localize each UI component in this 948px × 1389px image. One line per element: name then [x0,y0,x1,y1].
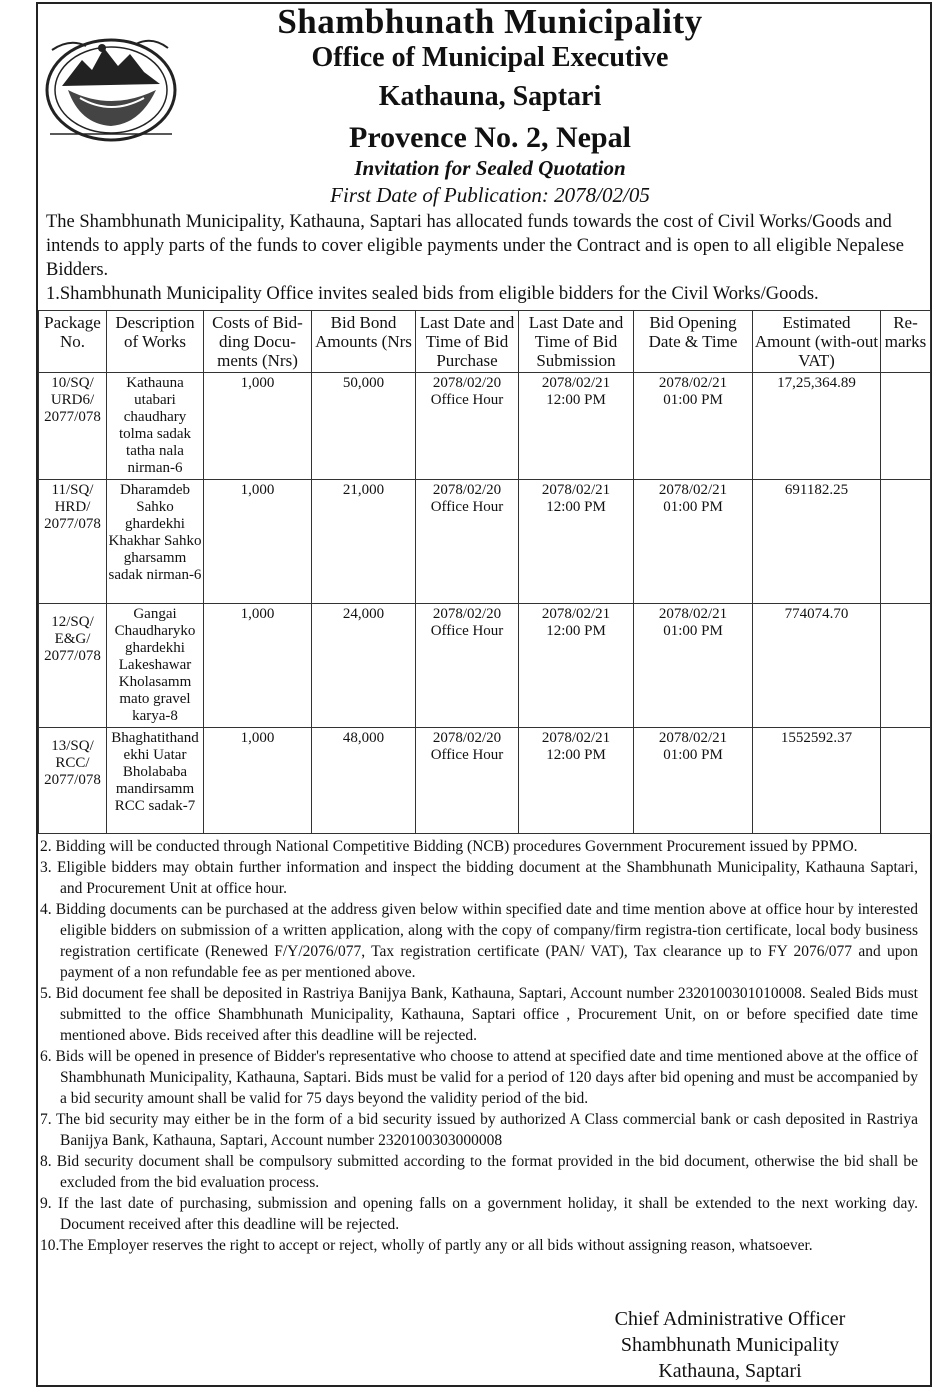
publication-date: First Date of Publication: 2078/02/05 [330,183,650,207]
purchase-date: 2078/02/20 [432,606,502,622]
submission-time: 12:00 PM [546,499,606,515]
municipality-title: Shambhunath Municipality [277,2,703,41]
intro-point-1: 1.Shambhunath Municipality Office invites sealed bids from eligible bidders for the Civil Works/Goods. [46,284,819,304]
remarks-cell [881,373,931,480]
opening-date: 2078/02/21 [658,730,728,746]
purchase-cell [416,480,519,604]
note-item: 7. The bid security may either be in the form of a bid security issued by authorized A Class commercial bank or cash deposited in Rastriya Banijya Bank, Kathauna, Saptari, Account number 2320100303000008 [40,1111,918,1149]
description-cell: Bhaghatithandekhi Uatar Bholababa mandirsamm RCC sadak-7 [107,728,204,834]
purchase-time: Office Hour [430,623,504,639]
purchase-time: Office Hour [430,747,504,763]
header-estimate: Estimated Amount (with-out VAT) [753,311,881,373]
opening-time: 01:00 PM [663,623,723,639]
estimate-cell: 1552592.37 [753,728,881,834]
submission-cell [519,480,634,604]
submission-cell [519,604,634,728]
submission-date: 2078/02/21 [541,375,611,391]
purchase-cell [416,373,519,480]
header-doc-cost: Costs of Bid-ding Docu-ments (Nrs) [204,311,312,373]
intro-paragraph: The Shambhunath Municipality, Kathauna, Saptari has allocated funds towards the cost of Civil Works/Goods and intends to apply parts of the funds to cover eligible payments under the Contract and is open to all eligible Nepalese Bidders. [46,212,904,280]
doc-cost-cell: 1,000 [204,373,312,480]
note-item: 2. Bidding will be conducted through National Competitive Bidding (NCB) procedures Government Procurement issued by PPMO. [40,838,858,855]
purchase-date: 2078/02/20 [432,730,502,746]
remarks-cell [881,604,931,728]
nepal-emblem-icon [40,26,182,148]
opening-time: 01:00 PM [663,392,723,408]
doc-cost-cell: 1,000 [204,480,312,604]
header-description: Description of Works [107,311,204,373]
office-title: Office of Municipal Executive [311,42,669,73]
signature-org: Shambhunath Municipality [620,1334,840,1356]
purchase-date: 2078/02/20 [432,482,502,498]
bid-bond-cell: 21,000 [312,480,416,604]
header-purchase: Last Date and Time of Bid Purchase [416,311,519,373]
estimate-cell: 774074.70 [753,604,881,728]
signature-title: Chief Administrative Officer [614,1308,846,1330]
signature-place: Kathauna, Saptari [658,1360,802,1382]
note-item: 8. Bid security document shall be compulsory submitted according to the format provided in the bid document, otherwise the bid shall be excluded from the bid evaluation process. [40,1153,918,1191]
remarks-cell [881,728,931,834]
opening-time: 01:00 PM [663,747,723,763]
table-row [39,604,931,728]
table-header-row [39,311,931,373]
purchase-time: Office Hour [430,392,504,408]
package-cell: 12/SQ/ E&G/ 2077/078 [39,604,107,728]
opening-cell [634,480,753,604]
opening-cell [634,728,753,834]
bid-bond-cell: 48,000 [312,728,416,834]
description-cell: Gangai Chaudharyko ghardekhi Lakeshawar Kholasamm mato gravel karya-8 [107,604,204,728]
opening-date: 2078/02/21 [658,375,728,391]
submission-time: 12:00 PM [546,623,606,639]
opening-date: 2078/02/21 [658,606,728,622]
opening-cell [634,373,753,480]
location-title: Kathauna, Saptari [378,81,602,112]
submission-cell [519,728,634,834]
doc-cost-cell: 1,000 [204,728,312,834]
estimate-cell: 17,25,364.89 [753,373,881,480]
submission-cell [519,373,634,480]
description-cell: Dharamdeb Sahko ghardekhi Khakhar Sahko gharsamm sadak nirman-6 [107,480,204,604]
remarks-cell [881,480,931,604]
note-item: 6. Bids will be opened in presence of Bidder's representative who choose to attend at specified date and time mentioned above at the office of Shambhunath Municipality, Kathauna, Saptari. Bids must be valid for a period of 120 days after bid opening and must be accompanied by a bid security amount shall be valid for 75 days beyond the validity period of the bid. [40,1048,918,1107]
header-submission: Last Date and Time of Bid Submission [519,311,634,373]
package-cell: 13/SQ/ RCC/ 2077/078 [39,728,107,834]
header-package: Package No. [39,311,107,373]
submission-date: 2078/02/21 [541,482,611,498]
header-remarks: Re-marks [881,311,931,373]
submission-time: 12:00 PM [546,392,606,408]
doc-cost-cell: 1,000 [204,604,312,728]
table-row [39,373,931,480]
note-item: 10.The Employer reserves the right to accept or reject, wholly of partly any or all bids without assigning reason, whatsoever. [40,1237,813,1254]
bid-table [38,310,931,834]
province-title: Provence No. 2, Nepal [349,121,631,154]
package-cell: 11/SQ/ HRD/ 2077/078 [39,480,107,604]
submission-date: 2078/02/21 [541,730,611,746]
opening-date: 2078/02/21 [658,482,728,498]
purchase-cell [416,728,519,834]
signature-block [560,1306,900,1384]
bid-bond-cell: 50,000 [312,373,416,480]
table-row [39,728,931,834]
table-row [39,480,931,604]
description-cell: Kathauna utabari chaudhary tolma sadak tatha nala nirman-6 [107,373,204,480]
bid-bond-cell: 24,000 [312,604,416,728]
note-item: 5. Bid document fee shall be deposited in Rastriya Banijya Bank, Kathauna, Saptari, Account number 2320100301010008. Sealed Bids must submitted to the office Shambhunath Municipality, Kathauna, Saptari office , Procurement Unit, on or before specified date time mentioned above. Bids received after this deadline will be rejected. [40,985,918,1044]
note-item: 3. Eligible bidders may obtain further information and inspect the bidding document at the Shambhunath Municipality, Kathauna Saptari, and Procurement Unit at office hour. [40,859,918,897]
notes-list [40,836,918,1256]
header-opening: Bid Opening Date & Time [634,311,753,373]
note-item: 9. If the last date of purchasing, submission and opening falls on a government holiday, it shall be extended to the next working day. Document received after this deadline will be rejected. [40,1195,918,1233]
purchase-time: Office Hour [430,499,504,515]
opening-time: 01:00 PM [663,499,723,515]
submission-time: 12:00 PM [546,747,606,763]
purchase-date: 2078/02/20 [432,375,502,391]
estimate-cell: 691182.25 [753,480,881,604]
opening-cell [634,604,753,728]
purchase-cell [416,604,519,728]
intro-section [46,210,926,306]
notice-title: Invitation for Sealed Quotation [354,156,626,180]
note-item: 4. Bidding documents can be purchased at the address given below within specified date and time mention above at office hour by interested eligible bidders on submission of a written application, along with the copy of company/firm registra-tion certificate, local body business registration certificate (Renewed F/Y/2076/077, Tax registration certificate (PAN/ VAT), Tax clearance up to FY 2076/077 and upon payment of a non refundable fee as per mentioned above. [40,901,918,981]
header-bid-bond: Bid Bond Amounts (Nrs [312,311,416,373]
package-cell: 10/SQ/ URD6/ 2077/078 [39,373,107,480]
submission-date: 2078/02/21 [541,606,611,622]
